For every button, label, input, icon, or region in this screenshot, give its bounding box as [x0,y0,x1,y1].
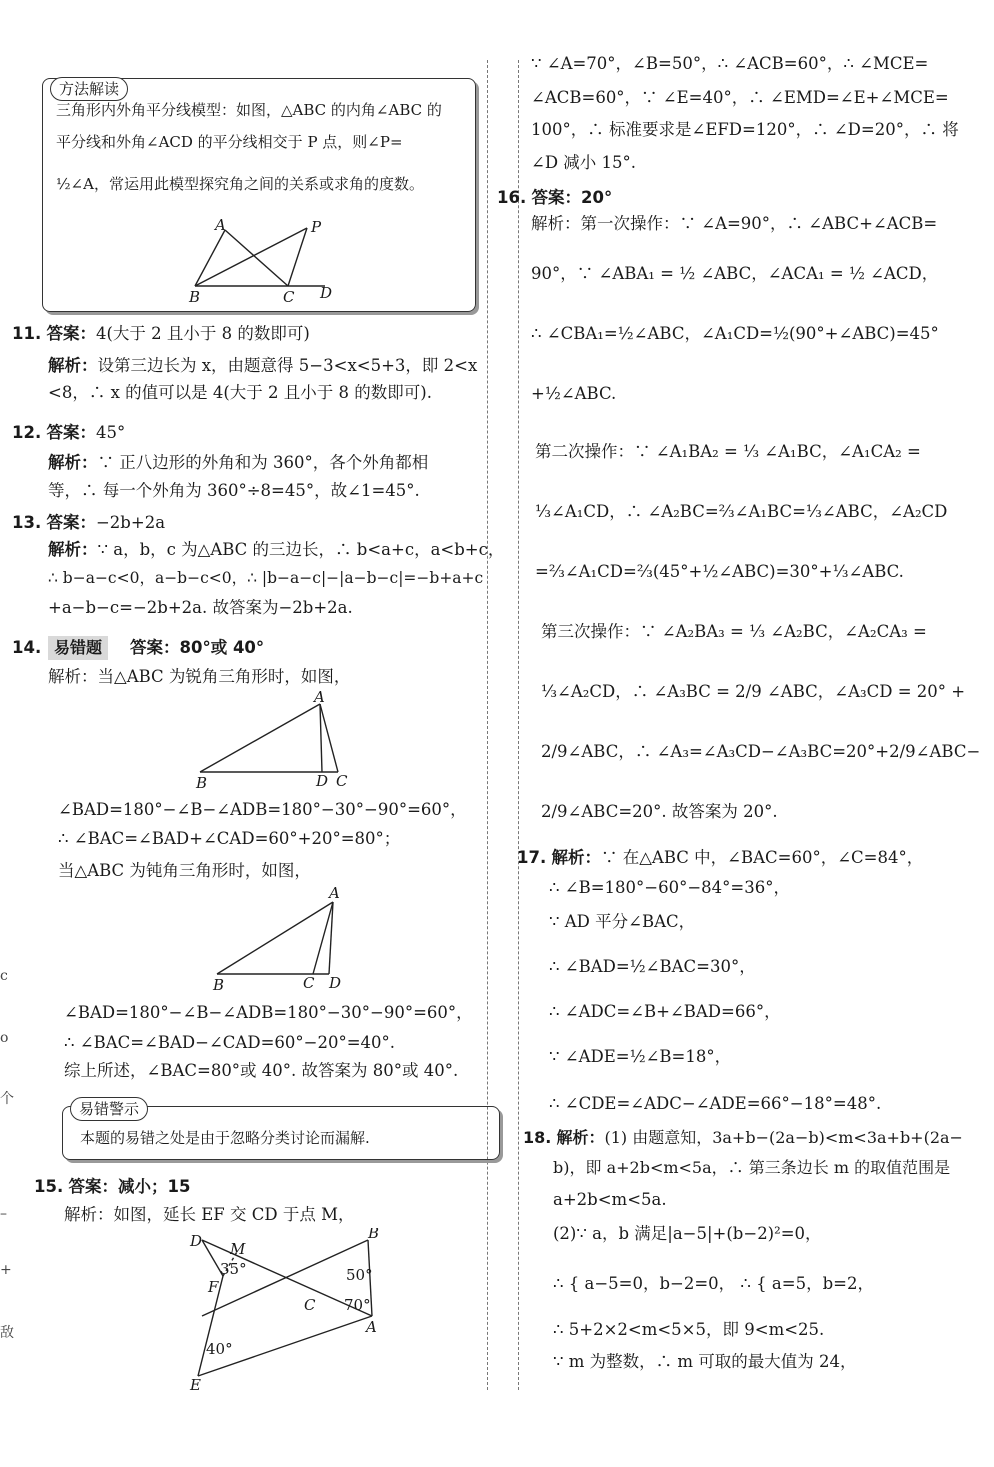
q15-answer: 答案：减小；15 [68,1177,191,1196]
q18-head: 解析： [556,1128,605,1147]
q13-analysis-3: +a−b−c=−2b+2a. 故答案为−2b+2a. [48,598,353,617]
method-figure [185,218,345,308]
q17-line-5: ∴ ∠ADC=∠B+∠BAD=66°， [549,1002,781,1021]
edge-mark-6: 敌 [0,1325,14,1341]
q11-answer-head: 答案： [46,324,96,343]
q18-line-1: (1) 由题意知，3a+b−(2a−b)<m<3a+b+(2a− [604,1128,963,1147]
q15-fig-label-35: 35° [220,1260,247,1278]
q15-fig-label-40: 40° [206,1340,233,1358]
q14-figure-obtuse [205,884,365,994]
q16-line-10: 2/9∠ABC，∴ ∠A₃=∠A₃CD−∠A₃BC=20°+2/9∠ABC− [541,742,981,761]
method-line-2: 平分线和外角∠ACD 的平分线相交于 P 点，则∠P= [56,133,403,151]
q18-row [523,1126,963,1150]
q15-fig-label-50: 50° [346,1266,373,1284]
q14-num-text: 14. [12,638,42,657]
q15-number: 15. [34,1177,64,1196]
q18-number: 18. [523,1128,552,1147]
q13-analysis-1 [48,538,504,562]
q12-analysis-head: 解析： [48,453,98,472]
q17-line-1: ∵ 在△ABC 中，∠BAC=60°，∠C=84°， [600,848,924,867]
q12-answer-head: 答案： [46,423,96,442]
q14-obtuse-line-3: 综上所述，∠BAC=80°或 40°. 故答案为 80°或 40°. [64,1061,459,1080]
q14-fig2-label-B: B [213,976,225,994]
q16-line-11: 2/9∠ABC=20°. 故答案为 20°. [541,802,778,821]
q14-fig1-label-B: B [196,774,208,790]
q14-acute-line-3: 当△ABC 为钝角三角形时，如图， [58,861,311,880]
warning-text: 本题的易错之处是由于忽略分类讨论而漏解. [80,1129,370,1147]
q14-error-prone-chip: 易错题 [48,636,108,660]
q17-head: 解析： [551,848,601,867]
q16-line-3: ∴ ∠CBA₁=½∠ABC，∠A₁CD=½(90°+∠ABC)=45° [531,324,939,343]
q15-intro: 解析：如图，延长 EF 交 CD 于点 M， [64,1205,355,1224]
q15-fig-label-C: C [304,1296,316,1314]
right-column [497,0,994,1400]
q14-fig2-label-A: A [329,884,340,902]
q15-fig-label-D: D [190,1232,203,1250]
method-fig-label-D: D [320,284,333,302]
q12-analysis-text-1: ∵ 正八边形的外角和为 360°，各个外角都相 [97,453,429,472]
q13-answer: −2b+2a [95,513,166,532]
q13-row [12,511,165,535]
q14-intro: 解析：当△ABC 为锐角三角形时，如图， [48,667,351,686]
q12-number: 12. [12,423,42,442]
q16-line-2: 90°，∵ ∠ABA₁ = ½ ∠ABC，∠ACA₁ = ½ ∠ACD， [531,264,939,283]
q11-number: 11. [12,324,42,343]
edge-mark-1: c [0,968,8,984]
q16-number: 16. [497,188,527,207]
q14-number [12,636,41,660]
edge-mark-3: 个 [0,1091,14,1107]
edge-mark-4: – [0,1206,7,1222]
q17-line-3: ∵ AD 平分∠BAC， [549,912,696,931]
q14-fig2-label-C: C [303,974,315,992]
q11-row [12,322,310,346]
method-line-3: ½∠A，常运用此模型探究角之间的关系或求角的度数。 [56,175,424,193]
q14-fig2-label-D: D [329,974,342,992]
q17-line-4: ∴ ∠BAD=½∠BAC=30°， [549,957,756,976]
q14-acute-line-2: ∴ ∠BAC=∠BAD+∠CAD=60°+20°=80°； [58,829,401,848]
q14-obtuse-line-2: ∴ ∠BAC=∠BAD−∠CAD=60°−20°=40°. [64,1033,396,1052]
q18-line-6: ∴ 5+2×2<m<5×5，即 9<m<25. [553,1320,825,1339]
q16-line-8: 第三次操作：∵ ∠A₂BA₃ = ⅓ ∠A₂BC，∠A₂CA₃ = [541,622,927,641]
q16-line-1: 解析：第一次操作：∵ ∠A=90°，∴ ∠ABC+∠ACB= [531,214,938,233]
q14-acute-line-1: ∠BAD=180°−∠B−∠ADB=180°−30°−90°=60°， [58,800,467,819]
q14-fig1-label-C: C [336,772,348,790]
q15-fig-label-F: F [208,1278,219,1296]
q15-cont-line-4: ∠D 减小 15°. [531,153,637,172]
method-fig-label-B: B [189,288,201,306]
q18-line-7: ∵ m 为整数，∴ m 可取的最大值为 24， [553,1352,857,1371]
q15-fig-label-B: B [368,1228,380,1242]
q11-analysis-2: <8，∴ x 的值可以是 4(大于 2 且小于 8 的数即可). [48,383,432,402]
q15-fig-label-A: A [366,1318,377,1336]
q13-analysis-head: 解析： [48,540,98,559]
q15-cont-line-3: 100°，∴ 标准要求是∠EFD=120°，∴ ∠D=20°，∴ 将 [531,120,959,139]
q13-analysis-text-1: ∵ a，b，c 为△ABC 的三边长，∴ b<a+c，a<b+c， [97,540,505,559]
q11-analysis-1 [48,354,477,378]
q16-line-5: 第二次操作：∵ ∠A₁BA₂ = ⅓ ∠A₁BC，∠A₁CA₂ = [535,442,921,461]
q15-figure [180,1228,400,1393]
q14-figure-acute [190,690,360,790]
q17-line-6: ∵ ∠ADE=½∠B=18°， [549,1047,732,1066]
q17-line-7: ∴ ∠CDE=∠ADC−∠ADE=66°−18°=48°. [549,1094,882,1113]
q11-answer: 4(大于 2 且小于 8 的数即可) [95,324,310,343]
q16-line-9: ⅓∠A₂CD，∴ ∠A₃BC = 2/9 ∠ABC，∠A₃CD = 20° + [541,682,966,701]
q15-fig-label-M: M [230,1240,246,1258]
q14-fig1-label-D: D [316,772,329,790]
q14-fig1-label-A: A [314,690,325,706]
q17-row [517,846,923,870]
q16-line-4: +½∠ABC. [531,384,617,403]
q12-analysis-1 [48,451,428,475]
q16-line-7: =⅔∠A₁CD=⅔(45°+½∠ABC)=30°+⅓∠ABC. [535,562,904,581]
q17-number: 17. [517,848,547,867]
q14-answer: 答案：80°或 40° [130,638,265,657]
q12-answer: 45° [95,423,126,442]
q18-line-4: (2)∵ a，b 满足|a−5|+(b−2)²=0， [553,1224,822,1243]
method-fig-label-A: A [215,218,226,234]
method-fig-label-C: C [283,288,295,306]
q15-cont-line-1: ∵ ∠A=70°，∠B=50°，∴ ∠ACB=60°，∴ ∠MCE= [531,54,929,73]
q15-cont-line-2: ∠ACB=60°，∵ ∠E=40°，∴ ∠EMD=∠E+∠MCE= [531,88,949,107]
q12-row [12,421,125,445]
q18-line-2: b)，即 a+2b<m<5a，∴ 第三条边长 m 的取值范围是 [553,1158,951,1177]
q13-number: 13. [12,513,42,532]
q13-answer-head: 答案： [46,513,96,532]
q11-analysis-head: 解析： [48,356,98,375]
q18-line-3: a+2b<m<5a. [553,1190,667,1209]
q13-analysis-2: ∴ b−a−c<0，a−b−c<0，∴ |b−a−c|−|a−b−c|=−b+a+c [48,569,484,587]
q17-line-2: ∴ ∠B=180°−60°−84°=36°， [549,878,790,897]
method-fig-label-P: P [311,218,322,236]
q11-analysis-text-1: 设第三边长为 x，由题意得 5−3<x<5+3，即 2<x [97,356,478,375]
left-column [0,0,505,1400]
q15-fig-label-70: 70° [344,1296,371,1314]
q16-answer: 答案：20° [531,188,613,207]
warning-box-tag: 易错警示 [70,1097,148,1121]
edge-mark-2: o [0,1030,9,1046]
q15-fig-label-E: E [190,1376,201,1393]
q18-line-5: ∴ { a−5=0，b−2=0， ∴ { a=5，b=2， [553,1274,874,1293]
method-box-tag: 方法解读 [50,77,128,101]
q16-line-6: ⅓∠A₁CD，∴ ∠A₂BC=⅔∠A₁BC=⅓∠ABC，∠A₂CD [535,502,948,521]
q12-analysis-2: 等，∴ 每一个外角为 360°÷8=45°，故∠1=45°. [48,481,420,500]
edge-mark-5: + [0,1262,12,1278]
method-line-1: 三角形内外角平分线模型：如图，△ABC 的内角∠ABC 的 [56,101,442,119]
q14-obtuse-line-1: ∠BAD=180°−∠B−∠ADB=180°−30°−90°=60°， [64,1003,473,1022]
q15-row [34,1175,190,1199]
q16-row [497,186,612,210]
